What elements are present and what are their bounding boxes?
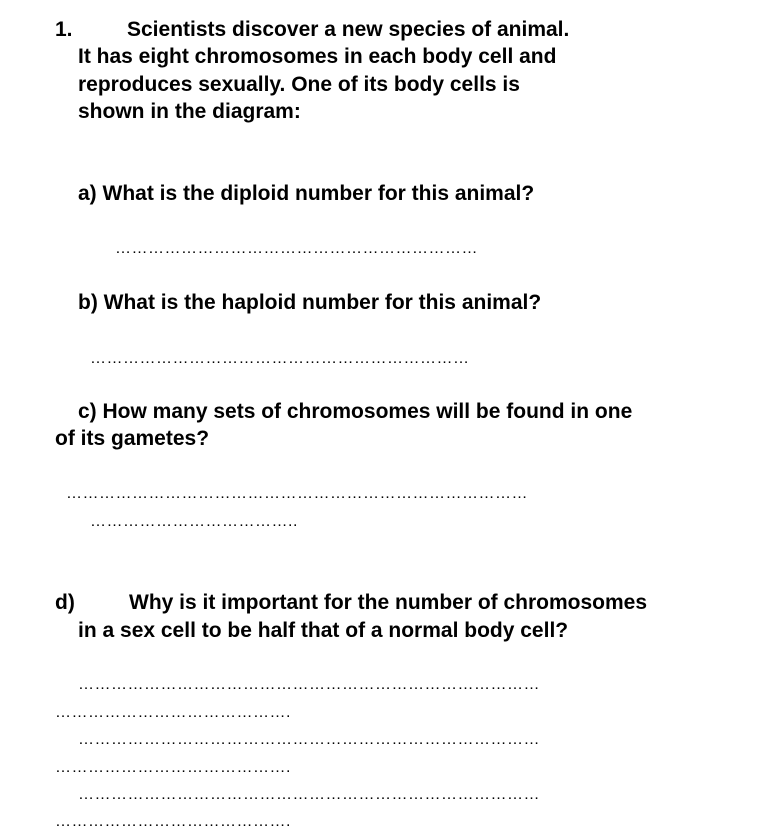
part-b-answer-line[interactable]: …………………………………………………………… [90,350,470,367]
part-d-question-line-1: Why is it important for the number of chromosomes [129,591,648,614]
part-d-question-line-2: in a sex cell to be half that of a normal body cell? [78,619,569,642]
question-intro-line-2: It has eight chromosomes in each body cell and [78,45,557,68]
question-intro-line-1: Scientists discover a new species of animal. [127,18,570,41]
part-d-answer-line-1[interactable]: ………………………………………………………………………… [78,676,540,693]
part-d-answer-line-3[interactable]: ………………………………………………………………………… [78,731,540,748]
part-c-answer-line-2[interactable]: ……………………………….. [90,513,298,530]
part-d-answer-line-4[interactable]: ……………………………………. [55,759,291,776]
part-d-answer-line-6[interactable]: ……………………………………. [55,813,291,830]
question-number: 1. [55,18,73,41]
part-c-question-line-2: of its gametes? [55,427,210,450]
question-intro-line-3: reproduces sexually. One of its body cells is [78,73,520,96]
part-c-answer-line-1[interactable]: ………………………………………………………………………… [66,485,528,502]
part-d-answer-line-5[interactable]: ………………………………………………………………………… [78,786,540,803]
part-d-answer-line-2[interactable]: ……………………………………. [55,704,291,721]
part-b-question: b) What is the haploid number for this animal? [78,291,542,314]
part-d-label: d) [55,591,75,614]
part-a-answer-line[interactable]: ………………………………………………………… [115,240,478,257]
part-c-question-line-1: c) How many sets of chromosomes will be found in one [78,400,633,423]
part-a-question: a) What is the diploid number for this animal? [78,182,535,205]
question-intro-line-4: shown in the diagram: [78,100,301,123]
